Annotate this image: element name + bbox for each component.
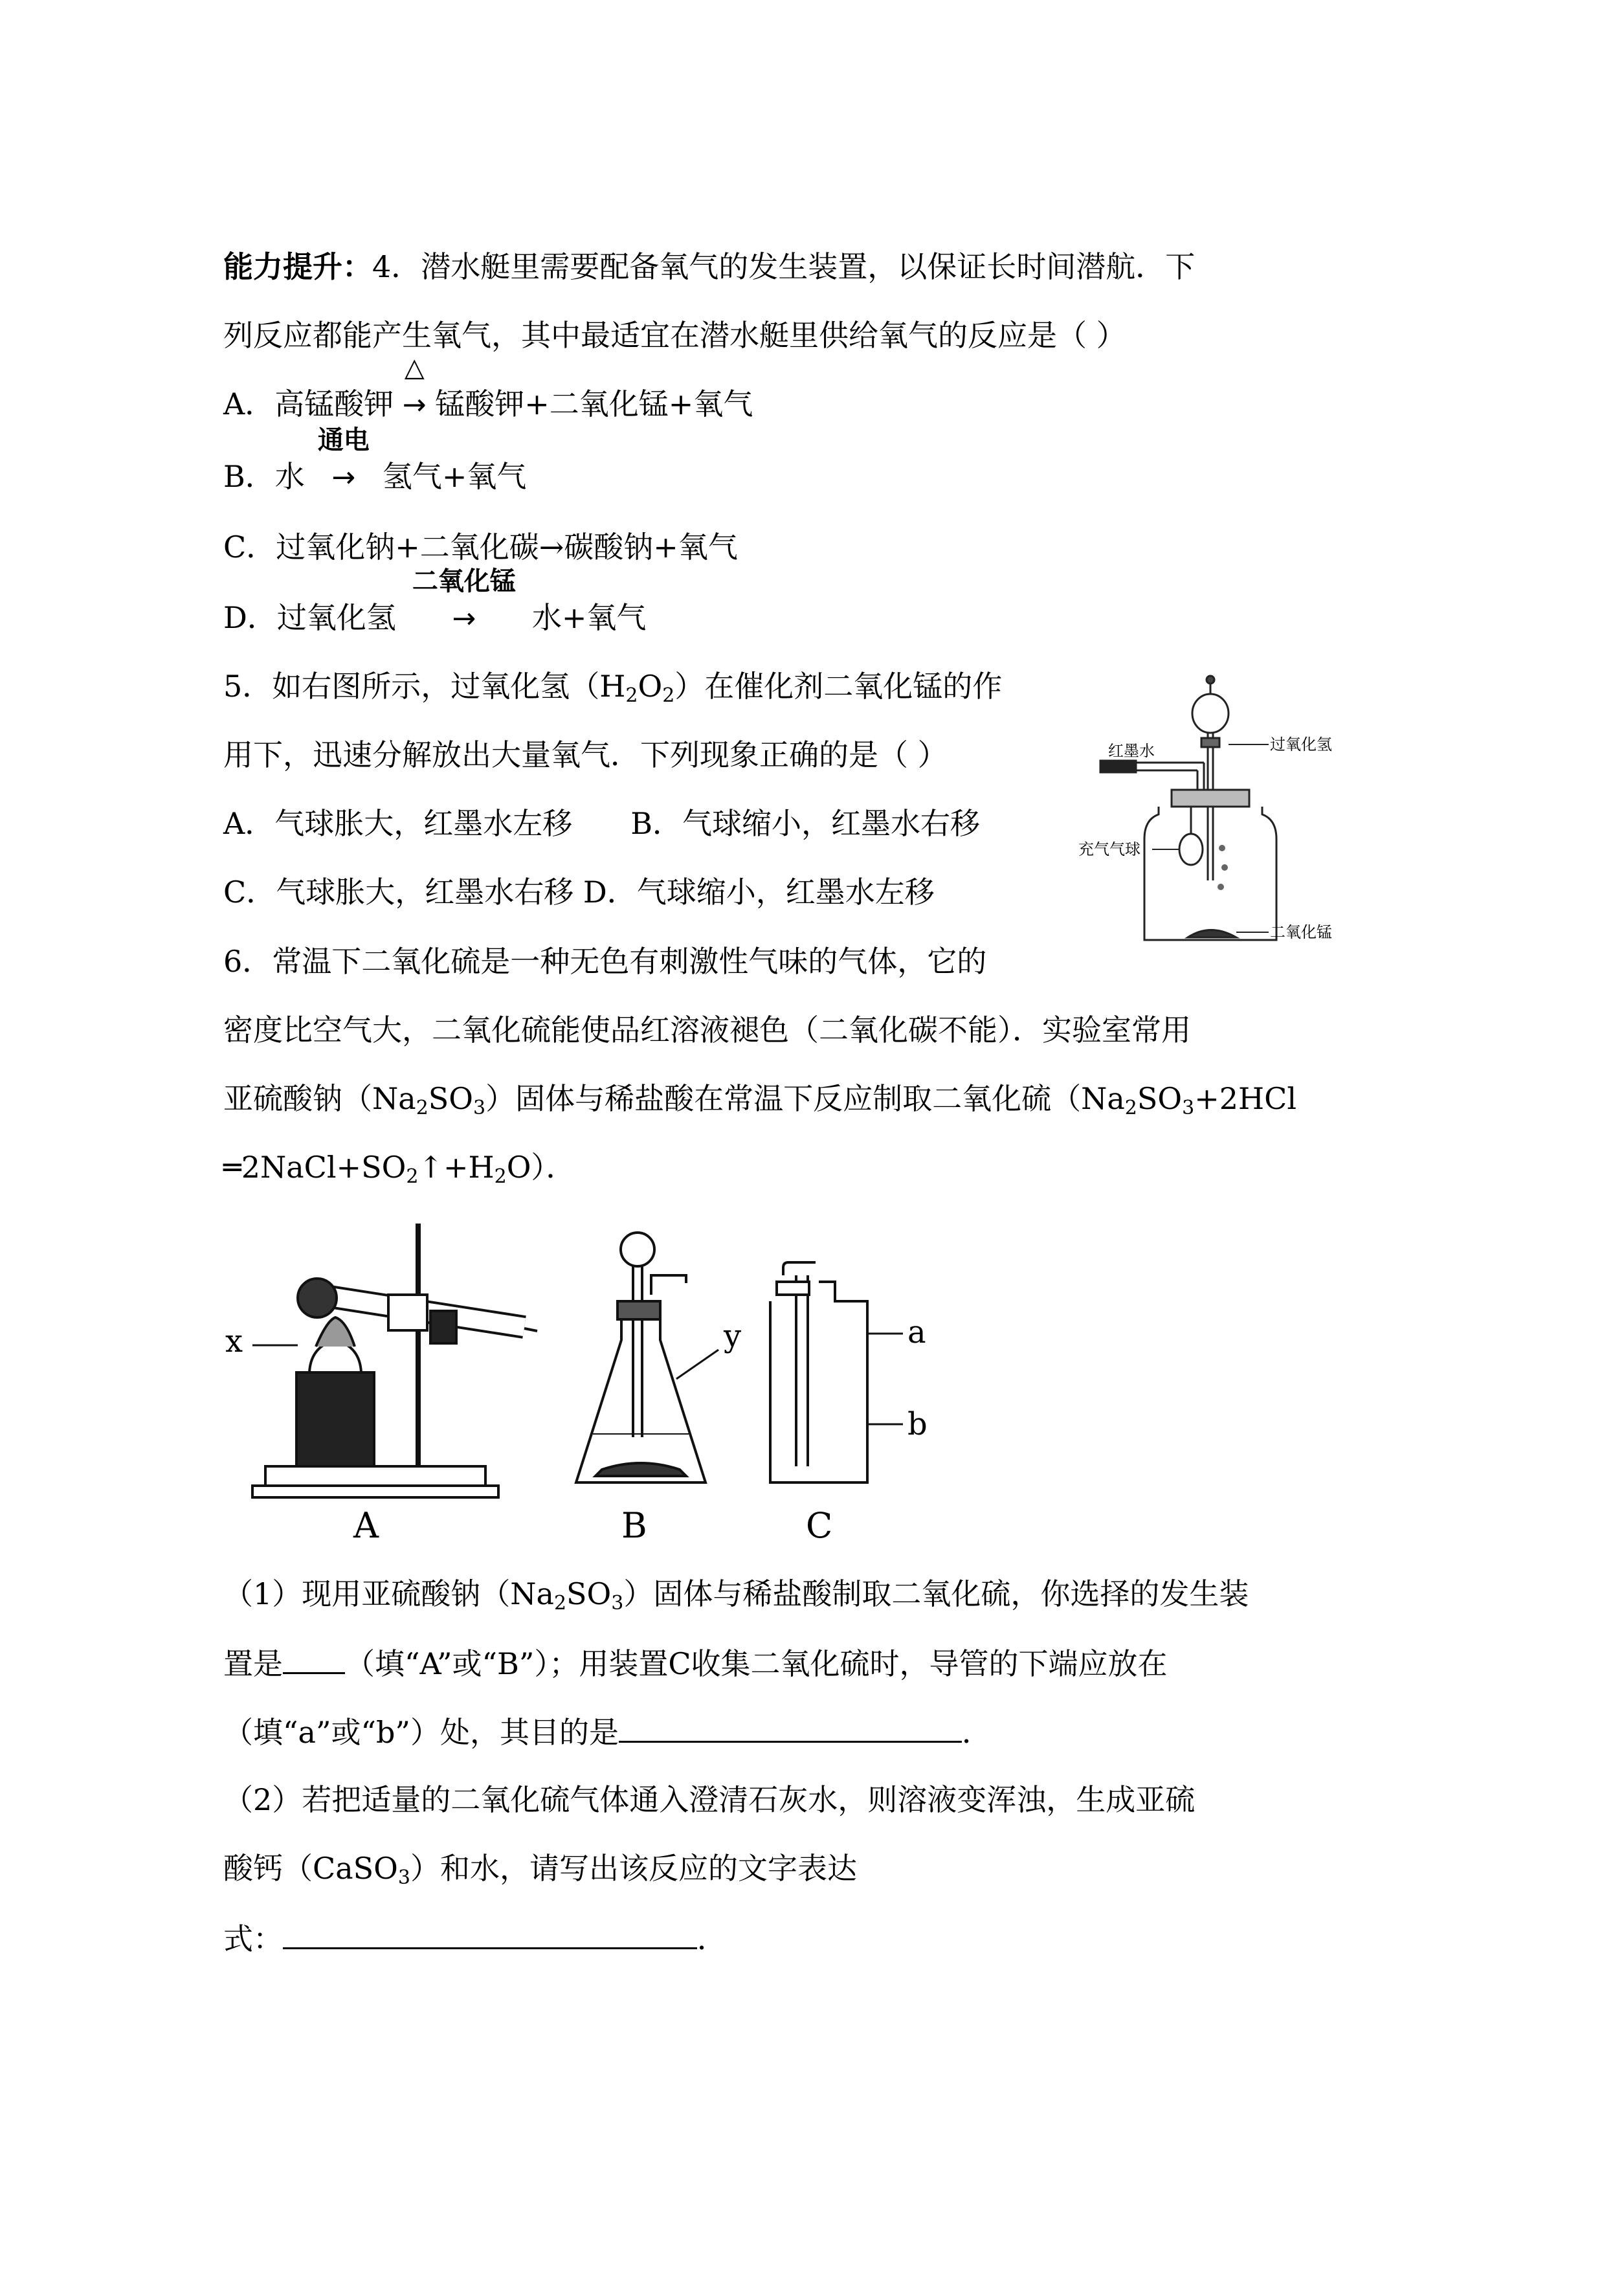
q5-text-b: O xyxy=(638,669,663,704)
caption-apparatus-b: B xyxy=(621,1505,647,1546)
q5-line1 xyxy=(223,667,1002,706)
label-x: x xyxy=(225,1323,243,1359)
q6-line4 xyxy=(223,1148,575,1187)
label-balloon: 充气气球 xyxy=(1078,840,1140,858)
q6-part2-line2 xyxy=(223,1849,857,1888)
q4-option-c: C．过氧化钠+二氧化碳→碳酸钠+氧气 xyxy=(223,530,738,565)
q6-text-a: 亚硫酸钠（Na xyxy=(223,1081,416,1116)
subscript: 2 xyxy=(625,684,638,707)
q6-part1-text-g: ． xyxy=(961,1715,992,1750)
q6-part1-text-c: ）固体与稀盐酸制取二氧化硫，你选择的发生装 xyxy=(623,1576,1249,1611)
q4-option-a-condition: △ xyxy=(404,353,425,383)
q6-part2-line1: （2）若把适量的二氧化硫气体通入澄清石灰水，则溶液变浑浊，生成亚硫 xyxy=(223,1782,1196,1817)
q4-line2: 列反应都能产生氧气，其中最适宜在潜水艇里供给氧气的反应是（ ） xyxy=(223,318,1126,353)
label-a: a xyxy=(907,1314,926,1350)
q6-line2: 密度比空气大，二氧化硫能使品红溶液褪色（二氧化碳不能）．实验室常用 xyxy=(223,1012,1191,1047)
q4-option-a xyxy=(223,353,753,425)
reaction-arrow-icon: → xyxy=(331,461,356,494)
q6-part2-text-b: ）和水，请写出该反应的文字表达 xyxy=(410,1851,857,1886)
q4-option-d-products: 水+氧气 xyxy=(531,600,647,635)
q4-text1: 4．潜水艇里需要配备氧气的发生装置，以保证长时间潜航．下 xyxy=(372,249,1196,284)
q6-text-e: +2HCl xyxy=(1194,1081,1297,1116)
q6-equation-c: O）． xyxy=(506,1150,576,1185)
caption-apparatus-c: C xyxy=(806,1505,833,1546)
q6-equation-a: ═2NaCl+SO xyxy=(223,1150,406,1185)
q6-part2-text-a: 酸钙（CaSO xyxy=(223,1851,398,1886)
subscript: 3 xyxy=(611,1592,624,1615)
q5-text-a: 5．如右图所示，过氧化氢（H xyxy=(223,669,626,704)
q6-apparatus-figure xyxy=(214,1211,1055,1554)
q6-text-b: SO xyxy=(428,1081,474,1116)
q6-part1-text-b: SO xyxy=(566,1576,612,1611)
q4-option-a-products: 锰酸钾+二氧化锰+氧气 xyxy=(435,386,753,421)
answer-blank-device[interactable] xyxy=(283,1642,345,1674)
label-hydrogen-peroxide: 过氧化氢 xyxy=(1270,735,1332,754)
q4-option-b xyxy=(223,425,527,497)
q4-option-b-products: 氢气+氧气 xyxy=(382,459,527,494)
q4-option-b-reactant: B．水 xyxy=(223,459,305,494)
q5-line2: 用下，迅速分解放出大量氧气．下列现象正确的是（ ） xyxy=(223,737,948,772)
subscript: 3 xyxy=(473,1097,486,1119)
subscript: 2 xyxy=(662,684,675,707)
reaction-arrow-icon: → xyxy=(452,602,476,635)
q6-part2-text-c: 式： xyxy=(223,1921,283,1956)
q6-line1: 6．常温下二氧化硫是一种无色有刺激性气味的气体，它的 xyxy=(223,944,987,979)
q4-option-a-reactant: A．高锰酸钾 xyxy=(223,386,394,421)
q4-line1 xyxy=(223,247,1195,286)
q4-option-b-condition: 通电 xyxy=(317,425,370,455)
subscript: 2 xyxy=(553,1592,567,1615)
subscript: 3 xyxy=(397,1866,410,1889)
label-y: y xyxy=(724,1318,742,1354)
q6-part2-text-d: ． xyxy=(697,1921,727,1956)
q5-option-b: B．气球缩小，红墨水右移 xyxy=(630,806,981,841)
answer-blank-purpose[interactable] xyxy=(619,1711,962,1743)
caption-apparatus-a: A xyxy=(353,1505,379,1546)
q6-part1-line2 xyxy=(223,1642,1168,1683)
q5-options-ab xyxy=(223,804,980,843)
q6-equation-b: ↑+H xyxy=(418,1150,495,1185)
q5-text-c: ）在催化剂二氧化锰的作 xyxy=(674,669,1003,704)
q6-text-d: SO xyxy=(1137,1081,1183,1116)
label-b: b xyxy=(907,1406,928,1442)
q5-options-cd: C．气球胀大，红墨水右移 D．气球缩小，红墨水左移 xyxy=(223,875,935,910)
q6-part1-line3 xyxy=(223,1711,992,1752)
label-red-ink: 红墨水 xyxy=(1108,742,1155,760)
q4-option-d-condition: 二氧化锰 xyxy=(412,566,516,596)
q6-part1-text-e: （填“A”或“B”）；用装置C收集二氧化硫时，导管的下端应放在 xyxy=(345,1646,1168,1681)
q4-option-d-reactant: D．过氧化氢 xyxy=(223,600,396,635)
q6-line3 xyxy=(223,1079,1296,1118)
subscript: 2 xyxy=(416,1097,428,1119)
answer-blank-expression[interactable] xyxy=(283,1918,697,1949)
subscript: 3 xyxy=(1182,1097,1195,1119)
q6-part1-line1 xyxy=(223,1574,1249,1613)
q6-part1-text-a: （1）现用亚硫酸钠（Na xyxy=(223,1576,554,1611)
label-manganese-dioxide: 二氧化锰 xyxy=(1270,923,1332,941)
q6-text-c: ）固体与稀盐酸在常温下反应制取二氧化硫（Na xyxy=(485,1081,1125,1116)
q6-part1-text-f: （填“a”或“b”）处，其目的是 xyxy=(223,1715,619,1750)
subscript: 2 xyxy=(406,1165,419,1188)
subscript: 2 xyxy=(494,1165,507,1188)
reaction-arrow-icon: → xyxy=(402,388,427,421)
subscript: 2 xyxy=(1124,1097,1137,1119)
q4-heading: 能力提升： xyxy=(223,249,372,284)
q5-apparatus-figure xyxy=(1074,673,1346,958)
q5-option-a: A．气球胀大，红墨水左移 xyxy=(223,806,573,841)
q6-part1-text-d: 置是 xyxy=(223,1646,283,1681)
q4-option-d xyxy=(223,566,647,638)
q6-part2-line3 xyxy=(223,1918,727,1958)
